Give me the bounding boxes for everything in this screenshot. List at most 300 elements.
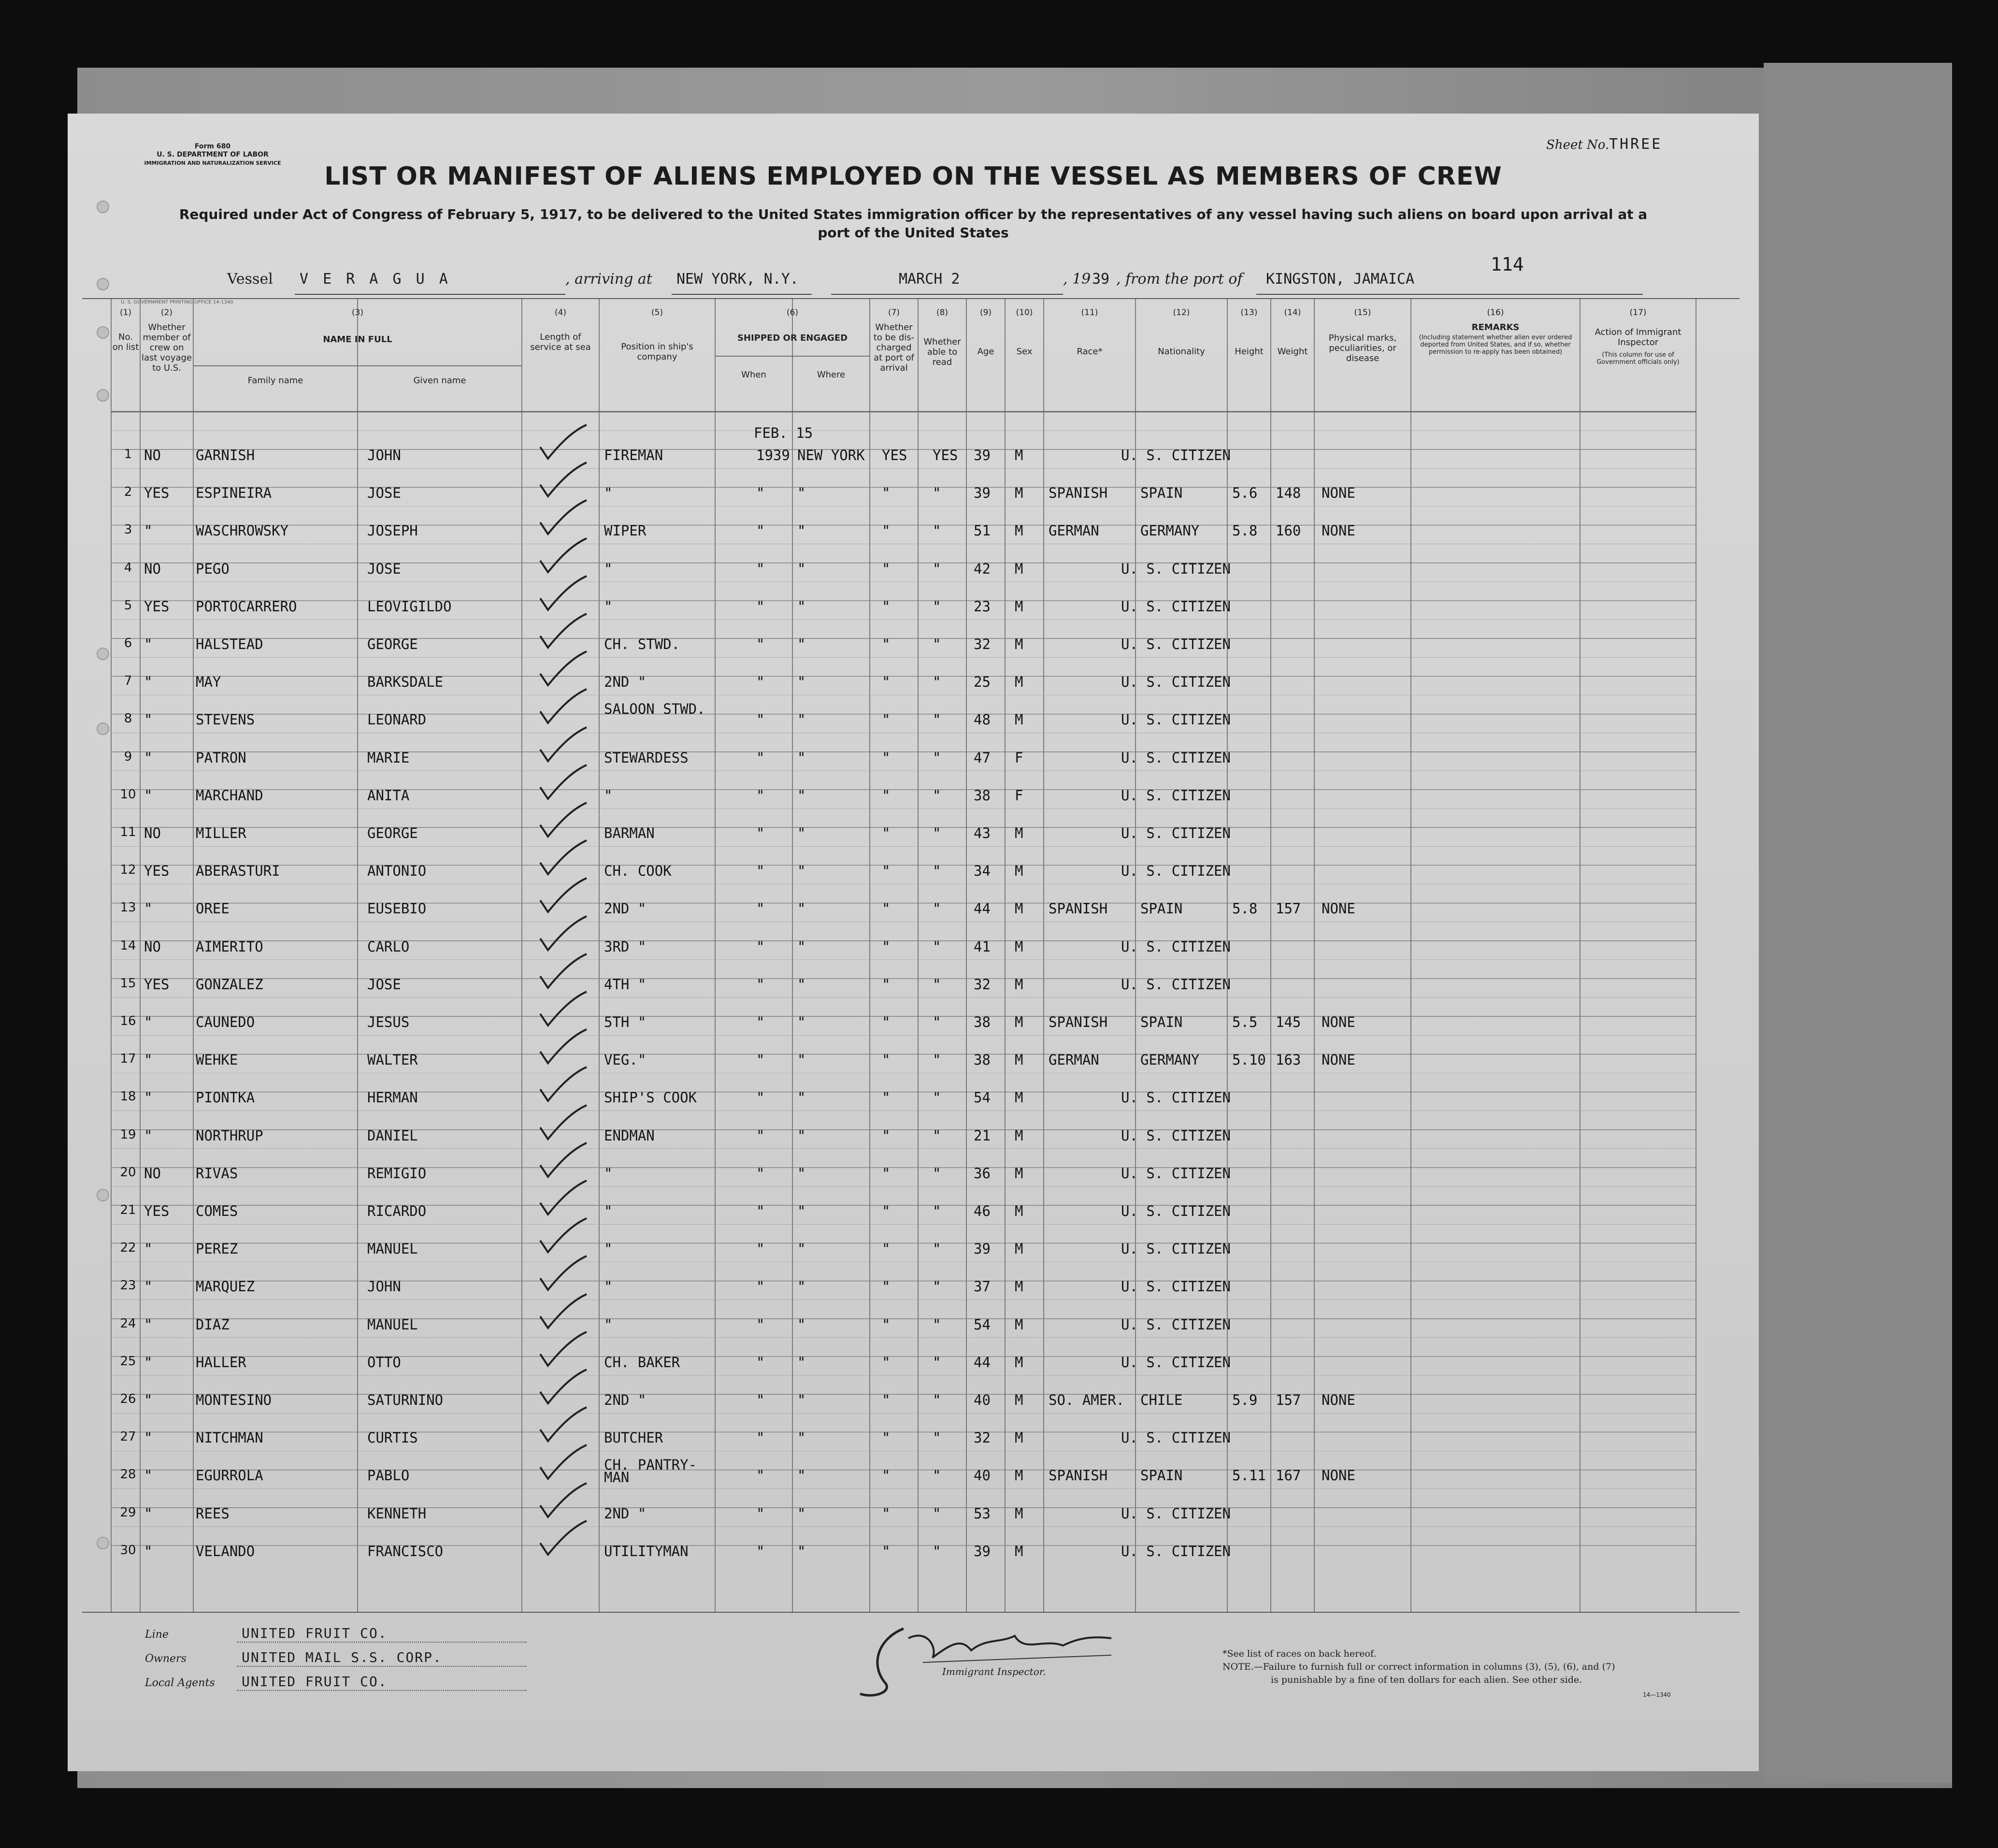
family-name: PATRON xyxy=(196,749,246,766)
position: STEWARDESS xyxy=(604,749,689,766)
position: UTILITYMAN xyxy=(604,1543,689,1559)
discharge: " xyxy=(882,1127,891,1144)
age: 39 xyxy=(974,485,991,502)
discharge: " xyxy=(882,1505,891,1522)
sex: M xyxy=(1015,522,1023,539)
background-sheet-edge xyxy=(1764,63,1952,1783)
col-17-number: (17) xyxy=(1629,308,1647,318)
crew-manifest-table xyxy=(82,298,1739,1613)
position: SHIP'S COOK xyxy=(604,1089,697,1106)
family-name: PEGO xyxy=(196,560,230,577)
checkmark-icon xyxy=(536,424,589,462)
given-name: JESUS xyxy=(367,1014,410,1030)
shipped-when: " xyxy=(756,1052,765,1068)
row-number: 17 xyxy=(120,1052,136,1067)
given-name: FRANCISCO xyxy=(367,1543,444,1559)
position: VEG." xyxy=(604,1052,647,1068)
departure-port: KINGSTON, JAMAICA xyxy=(1266,271,1415,288)
checkmark-icon xyxy=(536,1180,589,1218)
age: 51 xyxy=(974,522,991,539)
family-name: NORTHRUP xyxy=(196,1127,263,1144)
position: CH. BAKER xyxy=(604,1354,680,1371)
able-to-read: " xyxy=(933,825,941,841)
shipped-where: " xyxy=(797,1203,806,1219)
shipped-where: " xyxy=(797,1354,806,1371)
able-to-read: " xyxy=(933,1392,941,1408)
binder-hole xyxy=(97,1537,109,1549)
age: 41 xyxy=(974,938,991,955)
discharge: " xyxy=(882,1089,891,1106)
col-11-number: (11) xyxy=(1081,308,1098,318)
shipped-where: " xyxy=(797,1241,806,1257)
family-name: CAUNEDO xyxy=(196,1014,255,1030)
shipped-where: " xyxy=(797,1014,806,1030)
discharge: " xyxy=(882,1429,891,1446)
checkmark-icon xyxy=(536,877,589,916)
binder-hole xyxy=(97,1189,109,1201)
nationality: U. S. CITIZEN xyxy=(1121,711,1231,728)
shipped-when: " xyxy=(756,1467,765,1484)
family-name: VELANDO xyxy=(196,1543,255,1559)
shipped-where: " xyxy=(797,485,806,502)
family-name: HALLER xyxy=(196,1354,246,1371)
checkmark-icon xyxy=(536,991,589,1029)
col-16-number: (16) xyxy=(1487,308,1504,318)
col-3-number: (3) xyxy=(351,308,364,318)
sex: M xyxy=(1015,1354,1023,1371)
sex: M xyxy=(1015,1165,1023,1182)
discharge: " xyxy=(882,674,891,691)
penalty-note-2: is punishable by a fine of ten dollars for each alien. See other side. xyxy=(1271,1675,1582,1685)
sex: M xyxy=(1015,1543,1023,1559)
sex: M xyxy=(1015,863,1023,880)
agents-value: UNITED FRUIT CO. xyxy=(242,1674,388,1689)
prior-voyage: " xyxy=(144,1429,153,1446)
row-number: 23 xyxy=(120,1278,136,1293)
age: 40 xyxy=(974,1392,991,1408)
checkmark-icon xyxy=(536,499,589,538)
able-to-read: " xyxy=(933,787,941,804)
position: " xyxy=(604,1278,613,1295)
row-number: 7 xyxy=(124,674,132,689)
col-4-header: Length of service at sea xyxy=(530,332,591,352)
arrival-date: MARCH 2 xyxy=(899,271,960,288)
prior-voyage: " xyxy=(144,711,153,728)
row-number: 27 xyxy=(120,1429,136,1444)
position: 3RD " xyxy=(604,938,647,955)
checkmark-icon xyxy=(536,1482,589,1521)
given-name: OTTO xyxy=(367,1354,401,1371)
position: " xyxy=(604,1203,613,1219)
given-name: MANUEL xyxy=(367,1241,418,1257)
weight: 163 xyxy=(1276,1052,1301,1068)
family-name: STEVENS xyxy=(196,711,255,728)
row-number: 2 xyxy=(124,485,132,500)
col-10-number: (10) xyxy=(1016,308,1033,318)
shipped-when: " xyxy=(756,1203,765,1219)
able-to-read: " xyxy=(933,900,941,917)
given-name: RICARDO xyxy=(367,1203,427,1219)
family-name: ESPINEIRA xyxy=(196,485,272,502)
discharge: " xyxy=(882,938,891,955)
shipped-where: " xyxy=(797,1127,806,1144)
subtitle-line-1: Required under Act of Congress of February 5, 1917, to be delivered to the United States immigration officer by the representatives of any vessel having such aliens on board upon arrival at a xyxy=(179,206,1648,222)
printer-mark-top: U. S. GOVERNMENT PRINTING OFFICE 14-1340 xyxy=(121,300,233,305)
able-to-read: " xyxy=(933,863,941,880)
family-name: MAY xyxy=(196,674,221,691)
prior-voyage: " xyxy=(144,1278,153,1295)
position: " xyxy=(604,560,613,577)
row-number: 13 xyxy=(120,900,136,915)
owners-underline xyxy=(237,1666,527,1667)
col-6b-header: Where xyxy=(817,370,846,380)
shipped-where: " xyxy=(797,560,806,577)
able-to-read: " xyxy=(933,1429,941,1446)
prior-voyage: " xyxy=(144,900,153,917)
age: 38 xyxy=(974,787,991,804)
subtitle-line-2: port of the United States xyxy=(818,225,1009,241)
position: SALOON STWD. xyxy=(604,701,705,718)
sex: M xyxy=(1015,976,1023,993)
nationality: U. S. CITIZEN xyxy=(1121,749,1231,766)
family-name: PORTOCARRERO xyxy=(196,598,297,615)
penalty-note-1: NOTE.—Failure to furnish full or correct information in columns (3), (5), (6), and (7) xyxy=(1222,1661,1615,1672)
prior-voyage: YES xyxy=(144,863,170,880)
shipped-when: " xyxy=(756,900,765,917)
shipped-when: " xyxy=(756,825,765,841)
shipped-where: " xyxy=(797,1505,806,1522)
checkmark-icon xyxy=(536,1293,589,1332)
checkmark-icon xyxy=(536,537,589,576)
age: 38 xyxy=(974,1052,991,1068)
row-number: 11 xyxy=(120,825,136,839)
vessel-label: Vessel xyxy=(227,271,273,288)
from-port-label: , from the port of xyxy=(1116,271,1243,288)
discharge: " xyxy=(882,1203,891,1219)
line-value: UNITED FRUIT CO. xyxy=(242,1625,388,1641)
able-to-read: YES xyxy=(933,447,958,463)
nationality: U. S. CITIZEN xyxy=(1121,598,1231,615)
age: 39 xyxy=(974,1241,991,1257)
physical-marks: NONE xyxy=(1322,1467,1355,1484)
nationality: U. S. CITIZEN xyxy=(1121,938,1231,955)
given-name: WALTER xyxy=(367,1052,418,1068)
checkmark-icon xyxy=(536,462,589,500)
inspector-label: Immigrant Inspector. xyxy=(942,1666,1046,1677)
sex: M xyxy=(1015,598,1023,615)
shipped-where: " xyxy=(797,938,806,955)
row-number: 1 xyxy=(124,447,132,462)
shipped-where: " xyxy=(797,1052,806,1068)
row-number: 4 xyxy=(124,560,132,575)
given-name: JOHN xyxy=(367,1278,401,1295)
prior-voyage: NO xyxy=(144,825,161,841)
shipped-where: " xyxy=(797,674,806,691)
height: 5.8 xyxy=(1232,522,1258,539)
family-name: MILLER xyxy=(196,825,246,841)
col-5-header: Position in ship's company xyxy=(621,342,693,362)
year-prefix: , 19 xyxy=(1063,271,1091,288)
weight: 148 xyxy=(1276,485,1301,502)
given-name: ANTONIO xyxy=(367,863,427,880)
given-name: CURTIS xyxy=(367,1429,418,1446)
able-to-read: " xyxy=(933,1505,941,1522)
col-15-number: (15) xyxy=(1354,308,1371,318)
col-14-number: (14) xyxy=(1284,308,1301,318)
nationality: U. S. CITIZEN xyxy=(1121,1127,1231,1144)
sex: M xyxy=(1015,636,1023,652)
able-to-read: " xyxy=(933,1241,941,1257)
shipped-when: " xyxy=(756,1089,765,1106)
sex: M xyxy=(1015,1392,1023,1408)
prior-voyage: " xyxy=(144,522,153,539)
binder-hole xyxy=(97,389,109,402)
nationality: U. S. CITIZEN xyxy=(1121,447,1231,463)
able-to-read: " xyxy=(933,1316,941,1333)
able-to-read: " xyxy=(933,636,941,652)
prior-voyage: " xyxy=(144,1467,153,1484)
shipped-where: " xyxy=(797,711,806,728)
prior-voyage: " xyxy=(144,1316,153,1333)
nationality: SPAIN xyxy=(1140,1014,1183,1030)
physical-marks: NONE xyxy=(1322,900,1355,917)
checkmark-icon xyxy=(536,1331,589,1370)
sex: M xyxy=(1015,485,1023,502)
nationality: U. S. CITIZEN xyxy=(1121,560,1231,577)
able-to-read: " xyxy=(933,1203,941,1219)
department-name: U. S. DEPARTMENT OF LABOR xyxy=(157,151,269,159)
prior-voyage: " xyxy=(144,1505,153,1522)
family-name: GARNISH xyxy=(196,447,255,463)
sheet-label: Sheet No. xyxy=(1546,138,1610,152)
row-number: 12 xyxy=(120,863,136,878)
shipped-when: " xyxy=(756,598,765,615)
shipped-when: " xyxy=(756,560,765,577)
given-name: LEOVIGILDO xyxy=(367,598,452,615)
weight: 157 xyxy=(1276,1392,1301,1408)
prior-voyage: " xyxy=(144,1052,153,1068)
checkmark-icon xyxy=(536,613,589,651)
prior-voyage: NO xyxy=(144,447,161,463)
sex: M xyxy=(1015,1203,1023,1219)
family-name: WEHKE xyxy=(196,1052,238,1068)
age: 54 xyxy=(974,1316,991,1333)
row-number: 21 xyxy=(120,1203,136,1217)
nationality: U. S. CITIZEN xyxy=(1121,787,1231,804)
given-name: DANIEL xyxy=(367,1127,418,1144)
col-1-number: (1) xyxy=(119,308,132,318)
discharge: " xyxy=(882,1316,891,1333)
discharge: " xyxy=(882,976,891,993)
row-number: 26 xyxy=(120,1392,136,1406)
position: FIREMAN xyxy=(604,447,663,463)
race: SPANISH xyxy=(1049,1014,1108,1030)
family-name: MONTESINO xyxy=(196,1392,272,1408)
col-14-header: Weight xyxy=(1277,346,1308,357)
given-name: LEONARD xyxy=(367,711,427,728)
position: " xyxy=(604,787,613,804)
family-name: REES xyxy=(196,1505,230,1522)
shipped-when: " xyxy=(756,787,765,804)
discharge: " xyxy=(882,900,891,917)
col-17-header: Action of Immigrant Inspector xyxy=(1595,327,1682,347)
age: 38 xyxy=(974,1014,991,1030)
age: 32 xyxy=(974,1429,991,1446)
row-number: 20 xyxy=(120,1165,136,1180)
nationality: U. S. CITIZEN xyxy=(1121,1241,1231,1257)
shipped-where: " xyxy=(797,787,806,804)
nationality: U. S. CITIZEN xyxy=(1121,1354,1231,1371)
sex: M xyxy=(1015,447,1023,463)
weight: 167 xyxy=(1276,1467,1301,1484)
age: 39 xyxy=(974,447,991,463)
family-name: HALSTEAD xyxy=(196,636,263,652)
discharge: " xyxy=(882,485,891,502)
physical-marks: NONE xyxy=(1322,485,1355,502)
col-13-number: (13) xyxy=(1240,308,1258,318)
arriving-label: , arriving at xyxy=(565,271,652,288)
arriving-port: NEW YORK, N.Y. xyxy=(676,271,799,288)
height: 5.11 xyxy=(1232,1467,1266,1484)
shipped-where: " xyxy=(797,1316,806,1333)
race: SO. AMER. xyxy=(1049,1392,1125,1408)
position: CH. PANTRY- MAN xyxy=(604,1457,697,1486)
prior-voyage: " xyxy=(144,1127,153,1144)
shipped-when: " xyxy=(756,1241,765,1257)
col-12-number: (12) xyxy=(1173,308,1190,318)
physical-marks: NONE xyxy=(1322,1392,1355,1408)
col-12-header: Nationality xyxy=(1158,346,1205,357)
age: 47 xyxy=(974,749,991,766)
row-number: 18 xyxy=(120,1089,136,1104)
sex: M xyxy=(1015,1127,1023,1144)
col-7-number: (7) xyxy=(888,308,900,318)
agents-label: Local Agents xyxy=(145,1677,215,1689)
position: " xyxy=(604,1165,613,1182)
age: 40 xyxy=(974,1467,991,1484)
col-6a-header: When xyxy=(741,370,766,380)
row-number: 24 xyxy=(120,1316,136,1331)
nationality: U. S. CITIZEN xyxy=(1121,976,1231,993)
age: 36 xyxy=(974,1165,991,1182)
family-name: MARQUEZ xyxy=(196,1278,255,1295)
nationality: CHILE xyxy=(1140,1392,1183,1408)
discharge: " xyxy=(882,787,891,804)
position: " xyxy=(604,1241,613,1257)
shipped-when: " xyxy=(756,636,765,652)
shipped-when: " xyxy=(756,522,765,539)
able-to-read: " xyxy=(933,1089,941,1106)
checkmark-icon xyxy=(536,1142,589,1181)
prior-voyage: " xyxy=(144,1089,153,1106)
sex: M xyxy=(1015,1014,1023,1030)
position: BUTCHER xyxy=(604,1429,663,1446)
agents-underline xyxy=(237,1690,527,1691)
nationality: U. S. CITIZEN xyxy=(1121,825,1231,841)
given-name: ANITA xyxy=(367,787,410,804)
col-2-header: Whether member of crew on last voyage to U.S. xyxy=(141,322,192,373)
given-name: PABLO xyxy=(367,1467,410,1484)
prior-voyage: " xyxy=(144,749,153,766)
sex: M xyxy=(1015,1429,1023,1446)
nationality: U. S. CITIZEN xyxy=(1121,1165,1231,1182)
able-to-read: " xyxy=(933,522,941,539)
checkmark-icon xyxy=(536,1028,589,1067)
able-to-read: " xyxy=(933,674,941,691)
age: 44 xyxy=(974,1354,991,1371)
col-2-number: (2) xyxy=(160,308,173,318)
discharge: " xyxy=(882,1014,891,1030)
given-name: REMIGIO xyxy=(367,1165,427,1182)
given-name: MARIE xyxy=(367,749,410,766)
age: 39 xyxy=(974,1543,991,1559)
first-row-when-date: FEB. 15 xyxy=(754,425,813,441)
col-3-header: NAME IN FULL xyxy=(323,334,392,345)
col-9-number: (9) xyxy=(979,308,992,318)
shipped-when: " xyxy=(756,1278,765,1295)
family-name: MARCHAND xyxy=(196,787,263,804)
discharge: " xyxy=(882,863,891,880)
given-name: GEORGE xyxy=(367,636,418,652)
vessel-line xyxy=(227,271,1643,295)
sex: M xyxy=(1015,560,1023,577)
checkmark-icon xyxy=(536,1104,589,1143)
given-name: JOSE xyxy=(367,560,401,577)
col-16-header: REMARKS xyxy=(1471,322,1520,332)
able-to-read: " xyxy=(933,749,941,766)
family-name: EGURROLA xyxy=(196,1467,263,1484)
row-number: 28 xyxy=(120,1467,136,1482)
given-name: HERMAN xyxy=(367,1089,418,1106)
races-note: *See list of races on back hereof. xyxy=(1222,1648,1377,1659)
row-number: 10 xyxy=(120,787,136,802)
shipped-where: " xyxy=(797,1165,806,1182)
race: GERMAN xyxy=(1049,522,1099,539)
shipped-where: " xyxy=(797,900,806,917)
col-17-subheader: (This column for use of Government officials only) xyxy=(1596,351,1680,366)
family-name: OREE xyxy=(196,900,230,917)
weight: 160 xyxy=(1276,522,1301,539)
age: 44 xyxy=(974,900,991,917)
prior-voyage: NO xyxy=(144,1165,161,1182)
discharge: YES xyxy=(882,447,907,463)
sex: M xyxy=(1015,1052,1023,1068)
row-number: 22 xyxy=(120,1241,136,1256)
age: 53 xyxy=(974,1505,991,1522)
col-7-header: Whether to be dis-charged at port of arrival xyxy=(873,322,915,373)
nationality: U. S. CITIZEN xyxy=(1121,636,1231,652)
prior-voyage: YES xyxy=(144,598,170,615)
prior-voyage: " xyxy=(144,1543,153,1559)
shipped-where: " xyxy=(797,598,806,615)
shipped-when: " xyxy=(756,674,765,691)
checkmark-icon xyxy=(536,953,589,992)
row-number: 6 xyxy=(124,636,132,650)
position: CH. COOK xyxy=(604,863,672,880)
row-number: 5 xyxy=(124,598,132,613)
shipped-when: " xyxy=(756,938,765,955)
checkmark-icon xyxy=(536,1444,589,1483)
able-to-read: " xyxy=(933,938,941,955)
row-number: 3 xyxy=(124,522,132,537)
row-number: 29 xyxy=(120,1505,136,1520)
sex: F xyxy=(1015,749,1023,766)
sex: M xyxy=(1015,1467,1023,1484)
sex: M xyxy=(1015,711,1023,728)
page-subtitle xyxy=(68,205,1759,242)
shipped-where: " xyxy=(797,636,806,652)
age: 34 xyxy=(974,863,991,880)
